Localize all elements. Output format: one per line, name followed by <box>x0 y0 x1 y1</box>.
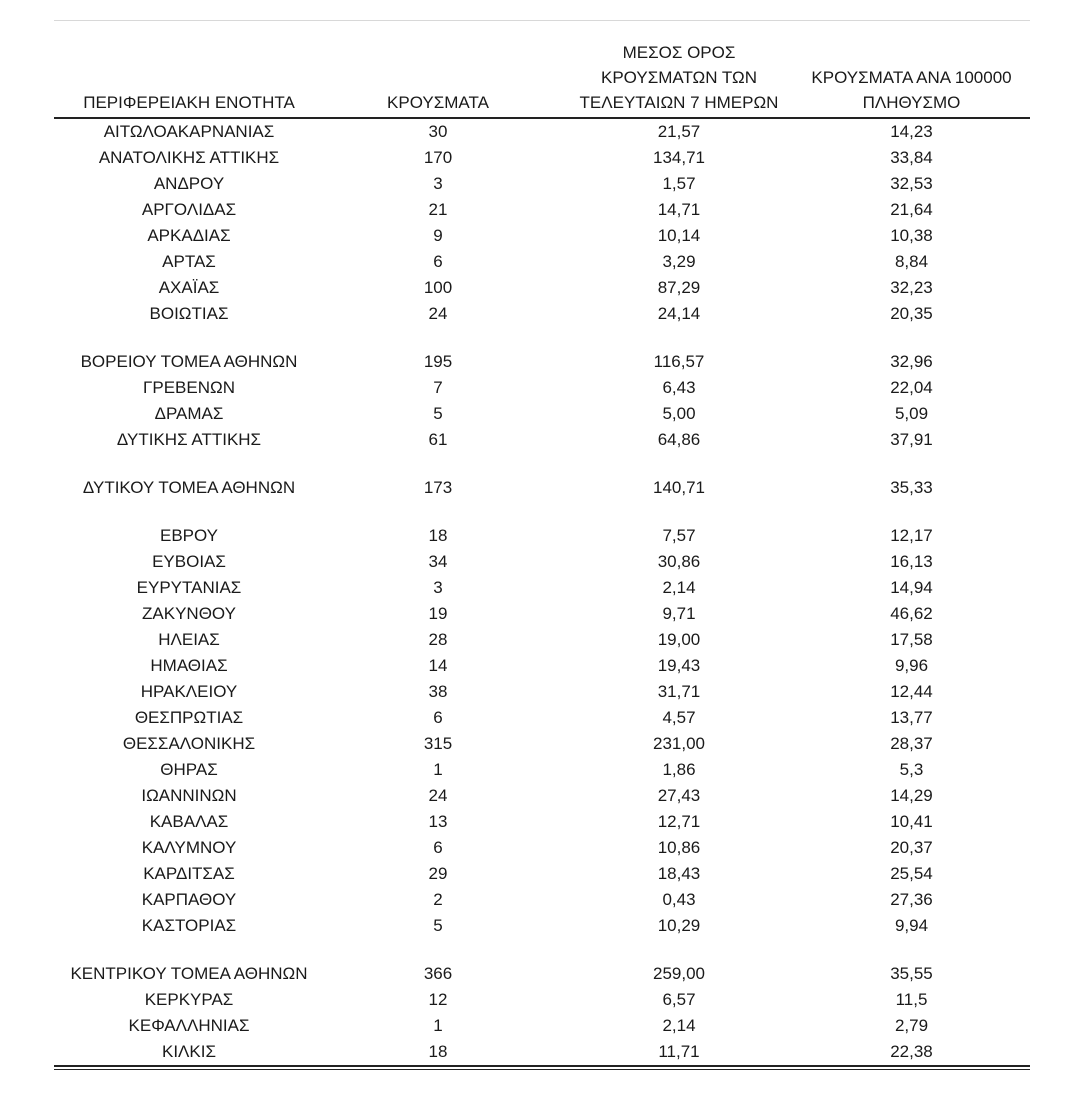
cell-cases: 315 <box>423 734 453 753</box>
cell-cases: 30 <box>428 122 448 141</box>
cell-cases: 9 <box>433 226 443 245</box>
cell-region: ΚΑΡΠΑΘΟΥ <box>141 890 237 909</box>
cell-region: ΙΩΑΝΝΙΝΩΝ <box>141 786 237 805</box>
cell-per100k: 37,91 <box>890 430 933 449</box>
cell-cases: 173 <box>423 478 453 497</box>
header-avg7-line2: ΚΡΟΥΣΜΑΤΩΝ ΤΩΝ <box>601 68 757 87</box>
cell-region: ΚΑΣΤΟΡΙΑΣ <box>141 916 237 935</box>
cell-avg7: 3,29 <box>662 252 696 271</box>
cell-region: ΘΕΣΠΡΩΤΙΑΣ <box>134 708 244 727</box>
table-row <box>54 275 1030 301</box>
cell-region: ΚΑΛΥΜΝΟΥ <box>141 838 237 857</box>
cell-region: ΘΕΣΣΑΛΟΝΙΚΗΣ <box>122 734 256 753</box>
cell-per100k: 32,53 <box>890 174 933 193</box>
cell-region: ΚΑΡΔΙΤΣΑΣ <box>143 864 235 883</box>
cell-avg7: 11,71 <box>658 1042 700 1061</box>
cell-avg7: 5,00 <box>662 404 696 423</box>
cell-region: ΚΙΛΚΙΣ <box>162 1042 216 1061</box>
cell-per100k: 16,13 <box>890 552 933 571</box>
cell-cases: 24 <box>428 786 448 805</box>
cell-avg7: 259,00 <box>653 964 705 983</box>
cell-avg7: 6,57 <box>662 990 696 1009</box>
cell-avg7: 27,43 <box>657 786 701 805</box>
cell-avg7: 116,57 <box>653 352 705 371</box>
table-row <box>54 301 1030 327</box>
cell-region: ΕΒΡΟΥ <box>159 526 219 545</box>
table-body <box>54 119 1030 1065</box>
cell-region: ΒΟΡΕΙΟΥ ΤΟΜΕΑ ΑΘΗΝΩΝ <box>80 352 298 371</box>
cell-cases: 5 <box>433 916 443 935</box>
table-row <box>54 171 1030 197</box>
table-row <box>54 861 1030 887</box>
cell-per100k: 20,37 <box>890 838 933 857</box>
cell-per100k: 10,38 <box>890 226 933 245</box>
table-row <box>54 961 1030 987</box>
table-row <box>54 757 1030 783</box>
cell-region: ΓΡΕΒΕΝΩΝ <box>143 378 235 397</box>
cell-cases: 170 <box>423 148 453 167</box>
cell-avg7: 64,86 <box>657 430 701 449</box>
cell-avg7: 31,71 <box>657 682 701 701</box>
cell-region: ΔΥΤΙΚΗΣ ΑΤΤΙΚΗΣ <box>116 430 262 449</box>
table-row <box>54 1013 1030 1039</box>
cell-cases: 7 <box>433 378 443 397</box>
cell-region: ΚΕΦΑΛΛΗΝΙΑΣ <box>128 1016 250 1035</box>
header-avg7-line1: ΜΕΣΟΣ ΟΡΟΣ <box>622 43 736 62</box>
cell-per100k: 12,44 <box>890 682 933 701</box>
bottom-divider-thin <box>54 1069 1030 1070</box>
cell-region: ΔΥΤΙΚΟΥ ΤΟΜΕΑ ΑΘΗΝΩΝ <box>82 478 296 497</box>
table-row <box>54 475 1030 501</box>
table-row <box>54 913 1030 939</box>
cell-cases: 38 <box>428 682 448 701</box>
cell-region: ΒΟΙΩΤΙΑΣ <box>149 304 229 323</box>
header-per100k-line2: ΠΛΗΘΥΣΜΟ <box>862 93 961 112</box>
cell-cases: 5 <box>433 404 443 423</box>
cell-region: ΗΡΑΚΛΕΙΟΥ <box>140 682 238 701</box>
cell-cases: 1 <box>433 1016 443 1035</box>
cell-avg7: 6,43 <box>662 378 696 397</box>
table-row <box>54 549 1030 575</box>
table-row <box>54 523 1030 549</box>
cell-per100k: 13,77 <box>890 708 933 727</box>
cell-avg7: 140,71 <box>653 478 705 497</box>
cell-cases: 6 <box>433 838 443 857</box>
cell-avg7: 10,29 <box>657 916 701 935</box>
cell-region: ΚΕΡΚΥΡΑΣ <box>144 990 234 1009</box>
table-row <box>54 627 1030 653</box>
cell-region: ΑΡΚΑΔΙΑΣ <box>147 226 231 245</box>
table-row <box>54 601 1030 627</box>
table-row <box>54 887 1030 913</box>
cell-per100k: 14,29 <box>890 786 933 805</box>
table-row <box>54 223 1030 249</box>
cell-region: ΖΑΚΥΝΘΟΥ <box>142 604 236 623</box>
cell-per100k: 21,64 <box>890 200 933 219</box>
table-row <box>54 349 1030 375</box>
header-per100k <box>789 65 1034 115</box>
cell-region: ΑΝΑΤΟΛΙΚΗΣ ΑΤΤΙΚΗΣ <box>98 148 280 167</box>
cell-avg7: 10,86 <box>657 838 701 857</box>
cell-per100k: 14,23 <box>890 122 933 141</box>
cell-per100k: 32,96 <box>890 352 933 371</box>
cell-cases: 29 <box>428 864 448 883</box>
cell-cases: 3 <box>433 174 443 193</box>
cell-avg7: 2,14 <box>662 578 696 597</box>
cell-avg7: 1,86 <box>662 760 696 779</box>
cell-per100k: 25,54 <box>890 864 933 883</box>
cell-region: ΔΡΑΜΑΣ <box>154 404 224 423</box>
cell-cases: 2 <box>433 890 443 909</box>
cell-region: ΚΑΒΑΛΑΣ <box>149 812 229 831</box>
header-cases <box>358 90 518 115</box>
header-region <box>54 90 324 115</box>
cell-region: ΗΜΑΘΙΑΣ <box>150 656 228 675</box>
table-row <box>54 427 1030 453</box>
cell-region: ΑΡΤΑΣ <box>162 252 216 271</box>
cell-per100k: 17,58 <box>890 630 933 649</box>
cell-region: ΗΛΕΙΑΣ <box>158 630 220 649</box>
table-header <box>54 40 1030 118</box>
cell-per100k: 2,79 <box>894 1016 929 1035</box>
cell-per100k: 5,3 <box>899 760 924 779</box>
header-avg7 <box>554 40 804 115</box>
cell-region: ΑΝΔΡΟΥ <box>153 174 225 193</box>
table-row <box>54 987 1030 1013</box>
cell-cases: 61 <box>428 430 448 449</box>
cell-per100k: 22,38 <box>890 1042 933 1061</box>
cell-per100k: 27,36 <box>890 890 933 909</box>
cell-avg7: 14,71 <box>657 200 701 219</box>
table-row <box>54 119 1030 145</box>
header-per100k-line1: ΚΡΟΥΣΜΑΤΑ ΑΝΑ 100000 <box>811 68 1012 87</box>
cell-avg7: 19,43 <box>657 656 701 675</box>
cell-per100k: 12,17 <box>890 526 933 545</box>
cell-per100k: 35,33 <box>890 478 933 497</box>
cell-avg7: 134,71 <box>653 148 705 167</box>
cell-region: ΘΗΡΑΣ <box>160 760 218 779</box>
cell-region: ΑΡΓΟΛΙΔΑΣ <box>141 200 237 219</box>
cell-cases: 6 <box>433 708 443 727</box>
cell-avg7: 21,57 <box>657 122 701 141</box>
cell-region: ΑΧΑΪΑΣ <box>158 278 220 297</box>
cell-avg7: 9,71 <box>662 604 696 623</box>
cell-avg7: 1,57 <box>662 174 696 193</box>
cell-per100k: 11,5 <box>895 990 928 1009</box>
table-row <box>54 653 1030 679</box>
cell-cases: 19 <box>428 604 448 623</box>
cell-cases: 18 <box>428 1042 448 1061</box>
table-row <box>54 375 1030 401</box>
cell-avg7: 30,86 <box>657 552 701 571</box>
cell-per100k: 32,23 <box>890 278 933 297</box>
cell-cases: 21 <box>428 200 448 219</box>
cell-cases: 366 <box>423 964 453 983</box>
header-avg7-line3: ΤΕΛΕΥΤΑΙΩΝ 7 ΗΜΕΡΩΝ <box>579 93 779 112</box>
cell-avg7: 10,14 <box>657 226 701 245</box>
cell-cases: 3 <box>433 578 443 597</box>
cell-per100k: 8,84 <box>894 252 929 271</box>
table-row <box>54 679 1030 705</box>
cell-avg7: 87,29 <box>657 278 701 297</box>
table-row <box>54 731 1030 757</box>
cell-per100k: 9,96 <box>894 656 929 675</box>
cell-avg7: 4,57 <box>662 708 696 727</box>
cell-cases: 12 <box>428 990 448 1009</box>
cell-cases: 100 <box>423 278 453 297</box>
cell-per100k: 14,94 <box>890 578 933 597</box>
cell-region: ΕΥΒΟΙΑΣ <box>152 552 226 571</box>
cell-per100k: 46,62 <box>890 604 933 623</box>
cell-per100k: 35,55 <box>890 964 933 983</box>
cell-per100k: 5,09 <box>894 404 929 423</box>
cell-per100k: 9,94 <box>894 916 929 935</box>
cell-per100k: 22,04 <box>890 378 933 397</box>
cell-avg7: 2,14 <box>662 1016 696 1035</box>
cell-per100k: 10,41 <box>890 812 933 831</box>
cell-cases: 13 <box>428 812 448 831</box>
cell-region: ΕΥΡΥΤΑΝΙΑΣ <box>136 578 242 597</box>
cell-avg7: 231,00 <box>653 734 705 753</box>
cell-region: ΑΙΤΩΛΟΑΚΑΡΝΑΝΙΑΣ <box>103 122 275 141</box>
cell-cases: 34 <box>428 552 448 571</box>
cell-per100k: 28,37 <box>890 734 933 753</box>
table-row <box>54 197 1030 223</box>
cell-per100k: 20,35 <box>890 304 933 323</box>
cell-region: ΚΕΝΤΡΙΚΟΥ ΤΟΜΕΑ ΑΘΗΝΩΝ <box>70 964 308 983</box>
header-cases-label: ΚΡΟΥΣΜΑΤΑ <box>387 93 489 112</box>
table-row <box>54 705 1030 731</box>
cell-avg7: 18,43 <box>657 864 701 883</box>
table-row <box>54 1039 1030 1065</box>
cell-avg7: 24,14 <box>657 304 701 323</box>
header-region-label: ΠΕΡΙΦΕΡΕΙΑΚΗ ΕΝΟΤΗΤΑ <box>83 93 295 112</box>
table-row <box>54 783 1030 809</box>
cell-cases: 6 <box>433 252 443 271</box>
cell-cases: 14 <box>428 656 448 675</box>
table-row <box>54 835 1030 861</box>
cell-avg7: 7,57 <box>662 526 696 545</box>
cell-per100k: 33,84 <box>890 148 933 167</box>
top-divider <box>54 20 1030 21</box>
cell-cases: 1 <box>433 760 443 779</box>
cell-avg7: 0,43 <box>662 890 696 909</box>
cell-cases: 18 <box>428 526 448 545</box>
table-row <box>54 809 1030 835</box>
cell-avg7: 19,00 <box>657 630 701 649</box>
cell-cases: 28 <box>428 630 448 649</box>
table-row <box>54 145 1030 171</box>
cell-cases: 195 <box>423 352 453 371</box>
bottom-divider <box>54 1065 1030 1067</box>
table-row <box>54 249 1030 275</box>
cell-cases: 24 <box>428 304 448 323</box>
table-row <box>54 575 1030 601</box>
table-row <box>54 401 1030 427</box>
cell-avg7: 12,71 <box>657 812 701 831</box>
